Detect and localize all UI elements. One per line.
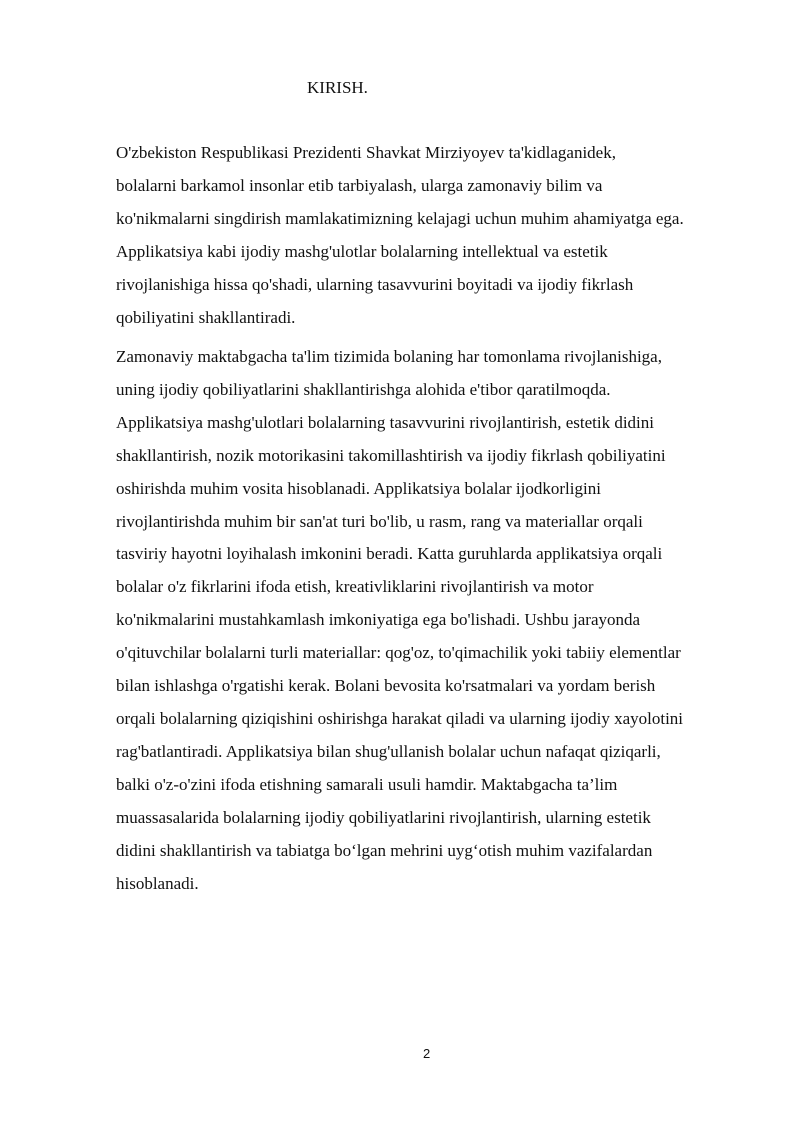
paragraph-main: Zamonaviy maktabgacha ta'lim tizimida bolaning har tomonlama rivojlanishiga, uning ijodiy qobiliyatlarini shakllantirishga alohida e'tibor qaratilmoqda. Applikatsiya mashg'ulotlari bolalarning tasavvurini rivojlantirish, estetik didini shakllantirish, nozik motorikasini takomillashtirish va ijodiy fikrlash qobiliyatini oshirishda muhim vosita hisoblanadi. Applikatsiya bolalar ijodkorligini rivojlantirishda muhim bir san'at turi bo'lib, u rasm, rang va materiallar orqali tasviriy hayotni loyihalash imkonini beradi. Katta guruhlarda applikatsiya orqali bolalar o'z fikrlarini ifoda etish, kreativliklarini rivojlantirish va motor ko'nikmalarini mustahkamlash imkoniyatiga ega bo'lishadi. Ushbu jarayonda o'qituvchilar bolalarni turli materiallar: qog'oz, to'qimachilik yoki tabiiy elementlar bilan ishlashga o'rgatishi kerak. Bolani bevosita ko'rsatmalari va yordam berish orqali bolalarning qiziqishini oshirishga harakat qiladi va ularning ijodiy xayolotini rag'batlantiradi. Applikatsiya bilan shug'ullanish bolalar uchun nafaqat qiziqarli, balki o'z-o'zini ifoda etishning samarali usuli hamdir. Maktabgacha ta’lim muassasalarida bolalarning ijodiy qobiliyatlarini rivojlantirish, ularning estetik didini shakllantirish va tabiatga bo‘lgan mehrini uyg‘otish muhim vazifalardan hisoblanadi. (116, 347, 684, 893)
body-paragraph-block (116, 137, 748, 334)
body-paragraph-block (116, 341, 748, 900)
section-title: KIRISH. (307, 78, 368, 97)
page-number: 2 (423, 1046, 431, 1061)
paragraph-intro: O'zbekiston Respublikasi Prezidenti Shavkat Mirziyoyev ta'kidlaganidek, bolalarni barkamol insonlar etib tarbiyalash, ularga zamonaviy bilim va ko'nikmalarni singdirish mamlakatimizning kelajagi uchun muhim ahamiyatga ega. Applikatsiya kabi ijodiy mashg'ulotlar bolalarning intellektual va estetik rivojlanishiga hissa qo'shadi, ularning tasavvurini boyitadi va ijodiy fikrlash qobiliyatini shakllantiradi. (116, 143, 684, 327)
